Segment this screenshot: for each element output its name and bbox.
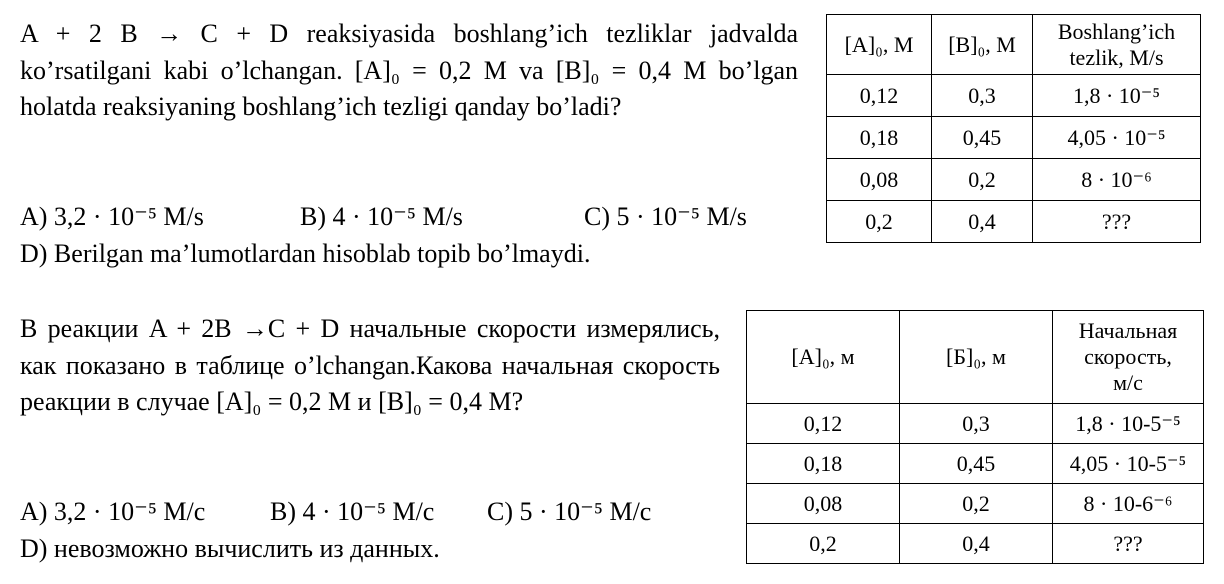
table-cell: 0,2 bbox=[932, 159, 1033, 201]
q2-rate-table bbox=[746, 310, 1204, 564]
table-cell: 0,4 bbox=[932, 201, 1033, 243]
table-cell: 8 · 10-6⁻⁶ bbox=[1053, 484, 1204, 524]
table-cell: 0,12 bbox=[827, 75, 932, 117]
table-row bbox=[747, 444, 1204, 484]
q2-option-c: C) 5 · 10⁻⁵ M/c bbox=[487, 497, 652, 526]
table-cell: 0,45 bbox=[932, 117, 1033, 159]
table-cell: 0,2 bbox=[900, 484, 1053, 524]
table-cell: 0,08 bbox=[747, 484, 900, 524]
q1-option-b: B) 4 · 10⁻⁵ M/s bbox=[300, 202, 463, 231]
header-cell: [A]₀, M bbox=[827, 15, 932, 75]
table-cell: 0,2 bbox=[747, 524, 900, 564]
header-cell: [B]₀, M bbox=[932, 15, 1033, 75]
table-cell: 4,05 · 10-5⁻⁵ bbox=[1053, 444, 1204, 484]
table-header-row bbox=[747, 311, 1204, 404]
q1-rate-table bbox=[826, 14, 1201, 243]
table-cell: 0,3 bbox=[900, 404, 1053, 444]
table-cell: 1,8 · 10-5⁻⁵ bbox=[1053, 404, 1204, 444]
table-row bbox=[747, 484, 1204, 524]
q1-option-d: D) Berilgan ma’lumotlardan hisoblab topib bo’lmaydi. bbox=[20, 239, 591, 268]
table-cell: 8 · 10⁻⁶ bbox=[1033, 159, 1201, 201]
table-row bbox=[827, 75, 1201, 117]
table-cell: 0,12 bbox=[747, 404, 900, 444]
table-cell: 1,8 · 10⁻⁵ bbox=[1033, 75, 1201, 117]
table-row bbox=[747, 404, 1204, 444]
header-cell: [A]₀, м bbox=[747, 311, 900, 404]
table-row bbox=[827, 117, 1201, 159]
header-cell: Начальная скорость, м/с bbox=[1053, 311, 1204, 404]
table-cell: 0,45 bbox=[900, 444, 1053, 484]
header-cell: [Б]₀, м bbox=[900, 311, 1053, 404]
q1-text: A + 2 B → C + D reaksiyasida boshlang’ich tezliklar jadvalda ko’rsatilgani kabi o’lchangan. [A]₀ = 0,2 M va [B]₀ = 0,4 M bo’lgan holatda reaksiyaning boshlang’ich tezligi qanday bo’ladi? bbox=[20, 19, 798, 121]
table-cell: ??? bbox=[1033, 201, 1201, 243]
table-cell: 0,18 bbox=[747, 444, 900, 484]
q2-option-d: D) невозможно вычислить из данных. bbox=[20, 534, 440, 563]
table-row bbox=[827, 159, 1201, 201]
header-cell: Boshlang’ich tezlik, M/s bbox=[1033, 15, 1201, 75]
table-row bbox=[827, 201, 1201, 243]
q2-option-a: A) 3,2 · 10⁻⁵ M/c bbox=[20, 497, 206, 526]
table-cell: 0,08 bbox=[827, 159, 932, 201]
table-cell: ??? bbox=[1053, 524, 1204, 564]
table-cell: 0,4 bbox=[900, 524, 1053, 564]
q2-text: В реакции A + 2B →C + D начальные скорости измерялись, как показано в таблице o’lchangan.Какова начальная скорость реакции в случае [A]₀ = 0,2 M и [B]₀ = 0,4 M? bbox=[20, 314, 720, 416]
table-row bbox=[747, 524, 1204, 564]
table-cell: 0,3 bbox=[932, 75, 1033, 117]
table-header-row bbox=[827, 15, 1201, 75]
q2-option-b: B) 4 · 10⁻⁵ M/c bbox=[270, 497, 435, 526]
table-cell: 0,2 bbox=[827, 201, 932, 243]
q1-option-c: C) 5 · 10⁻⁵ M/s bbox=[584, 202, 747, 231]
q1-option-a: A) 3,2 · 10⁻⁵ M/s bbox=[20, 202, 204, 231]
table-cell: 4,05 · 10⁻⁵ bbox=[1033, 117, 1201, 159]
table-cell: 0,18 bbox=[827, 117, 932, 159]
